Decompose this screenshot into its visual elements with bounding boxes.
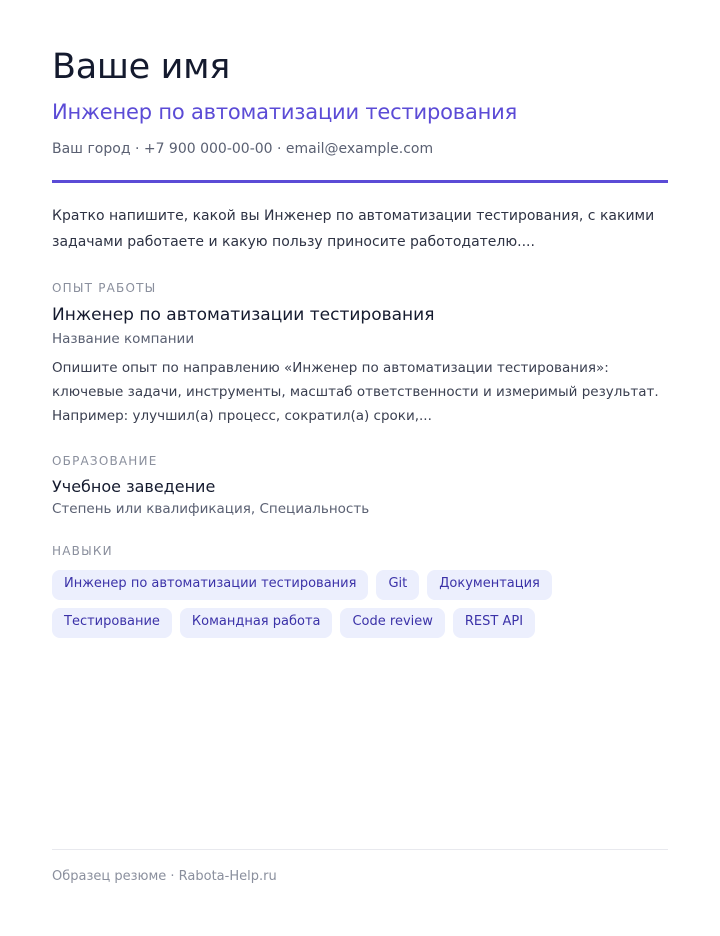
skills-list <box>52 570 668 638</box>
summary-text: Кратко напишите, какой вы Инженер по автоматизации тестирования, с какими задачами работаете и какую пользу приносите работодателю.... <box>52 208 655 250</box>
section-title-education: ОБРАЗОВАНИЕ <box>52 454 158 468</box>
skill-tag: Документация <box>427 570 552 600</box>
company-name: Название компании <box>52 331 195 347</box>
education-institution: Учебное заведение <box>52 477 216 496</box>
education-details: Степень или квалификация, Специальность <box>52 501 370 517</box>
candidate-name: Ваше имя <box>52 47 230 87</box>
job-description: Опишите опыт по направлению «Инженер по автоматизации тестирования»: ключевые задачи, инструменты, масштаб ответственности и измеримый результат. Например: улучшил(а) процесс, сократил(а) сроки,... <box>52 360 659 424</box>
section-title-experience: ОПЫТ РАБОТЫ <box>52 281 157 295</box>
skill-tag: Инженер по автоматизации тестирования <box>52 570 368 600</box>
section-title-skills: НАВЫКИ <box>52 544 113 558</box>
skill-tag: Git <box>376 570 419 600</box>
footer-text: Образец резюме · Rabota-Help.ru <box>52 869 277 884</box>
job-title: Инженер по автоматизации тестирования <box>52 305 435 325</box>
skill-tag: Командная работа <box>180 608 333 638</box>
header-divider <box>52 180 668 183</box>
footer-divider <box>52 849 668 850</box>
skill-tag: REST API <box>453 608 535 638</box>
candidate-role: Инженер по автоматизации тестирования <box>52 100 518 124</box>
skill-tag: Code review <box>340 608 444 638</box>
contact-line: Ваш город · +7 900 000-00-00 · email@example.com <box>52 141 434 157</box>
skill-tag: Тестирование <box>52 608 172 638</box>
